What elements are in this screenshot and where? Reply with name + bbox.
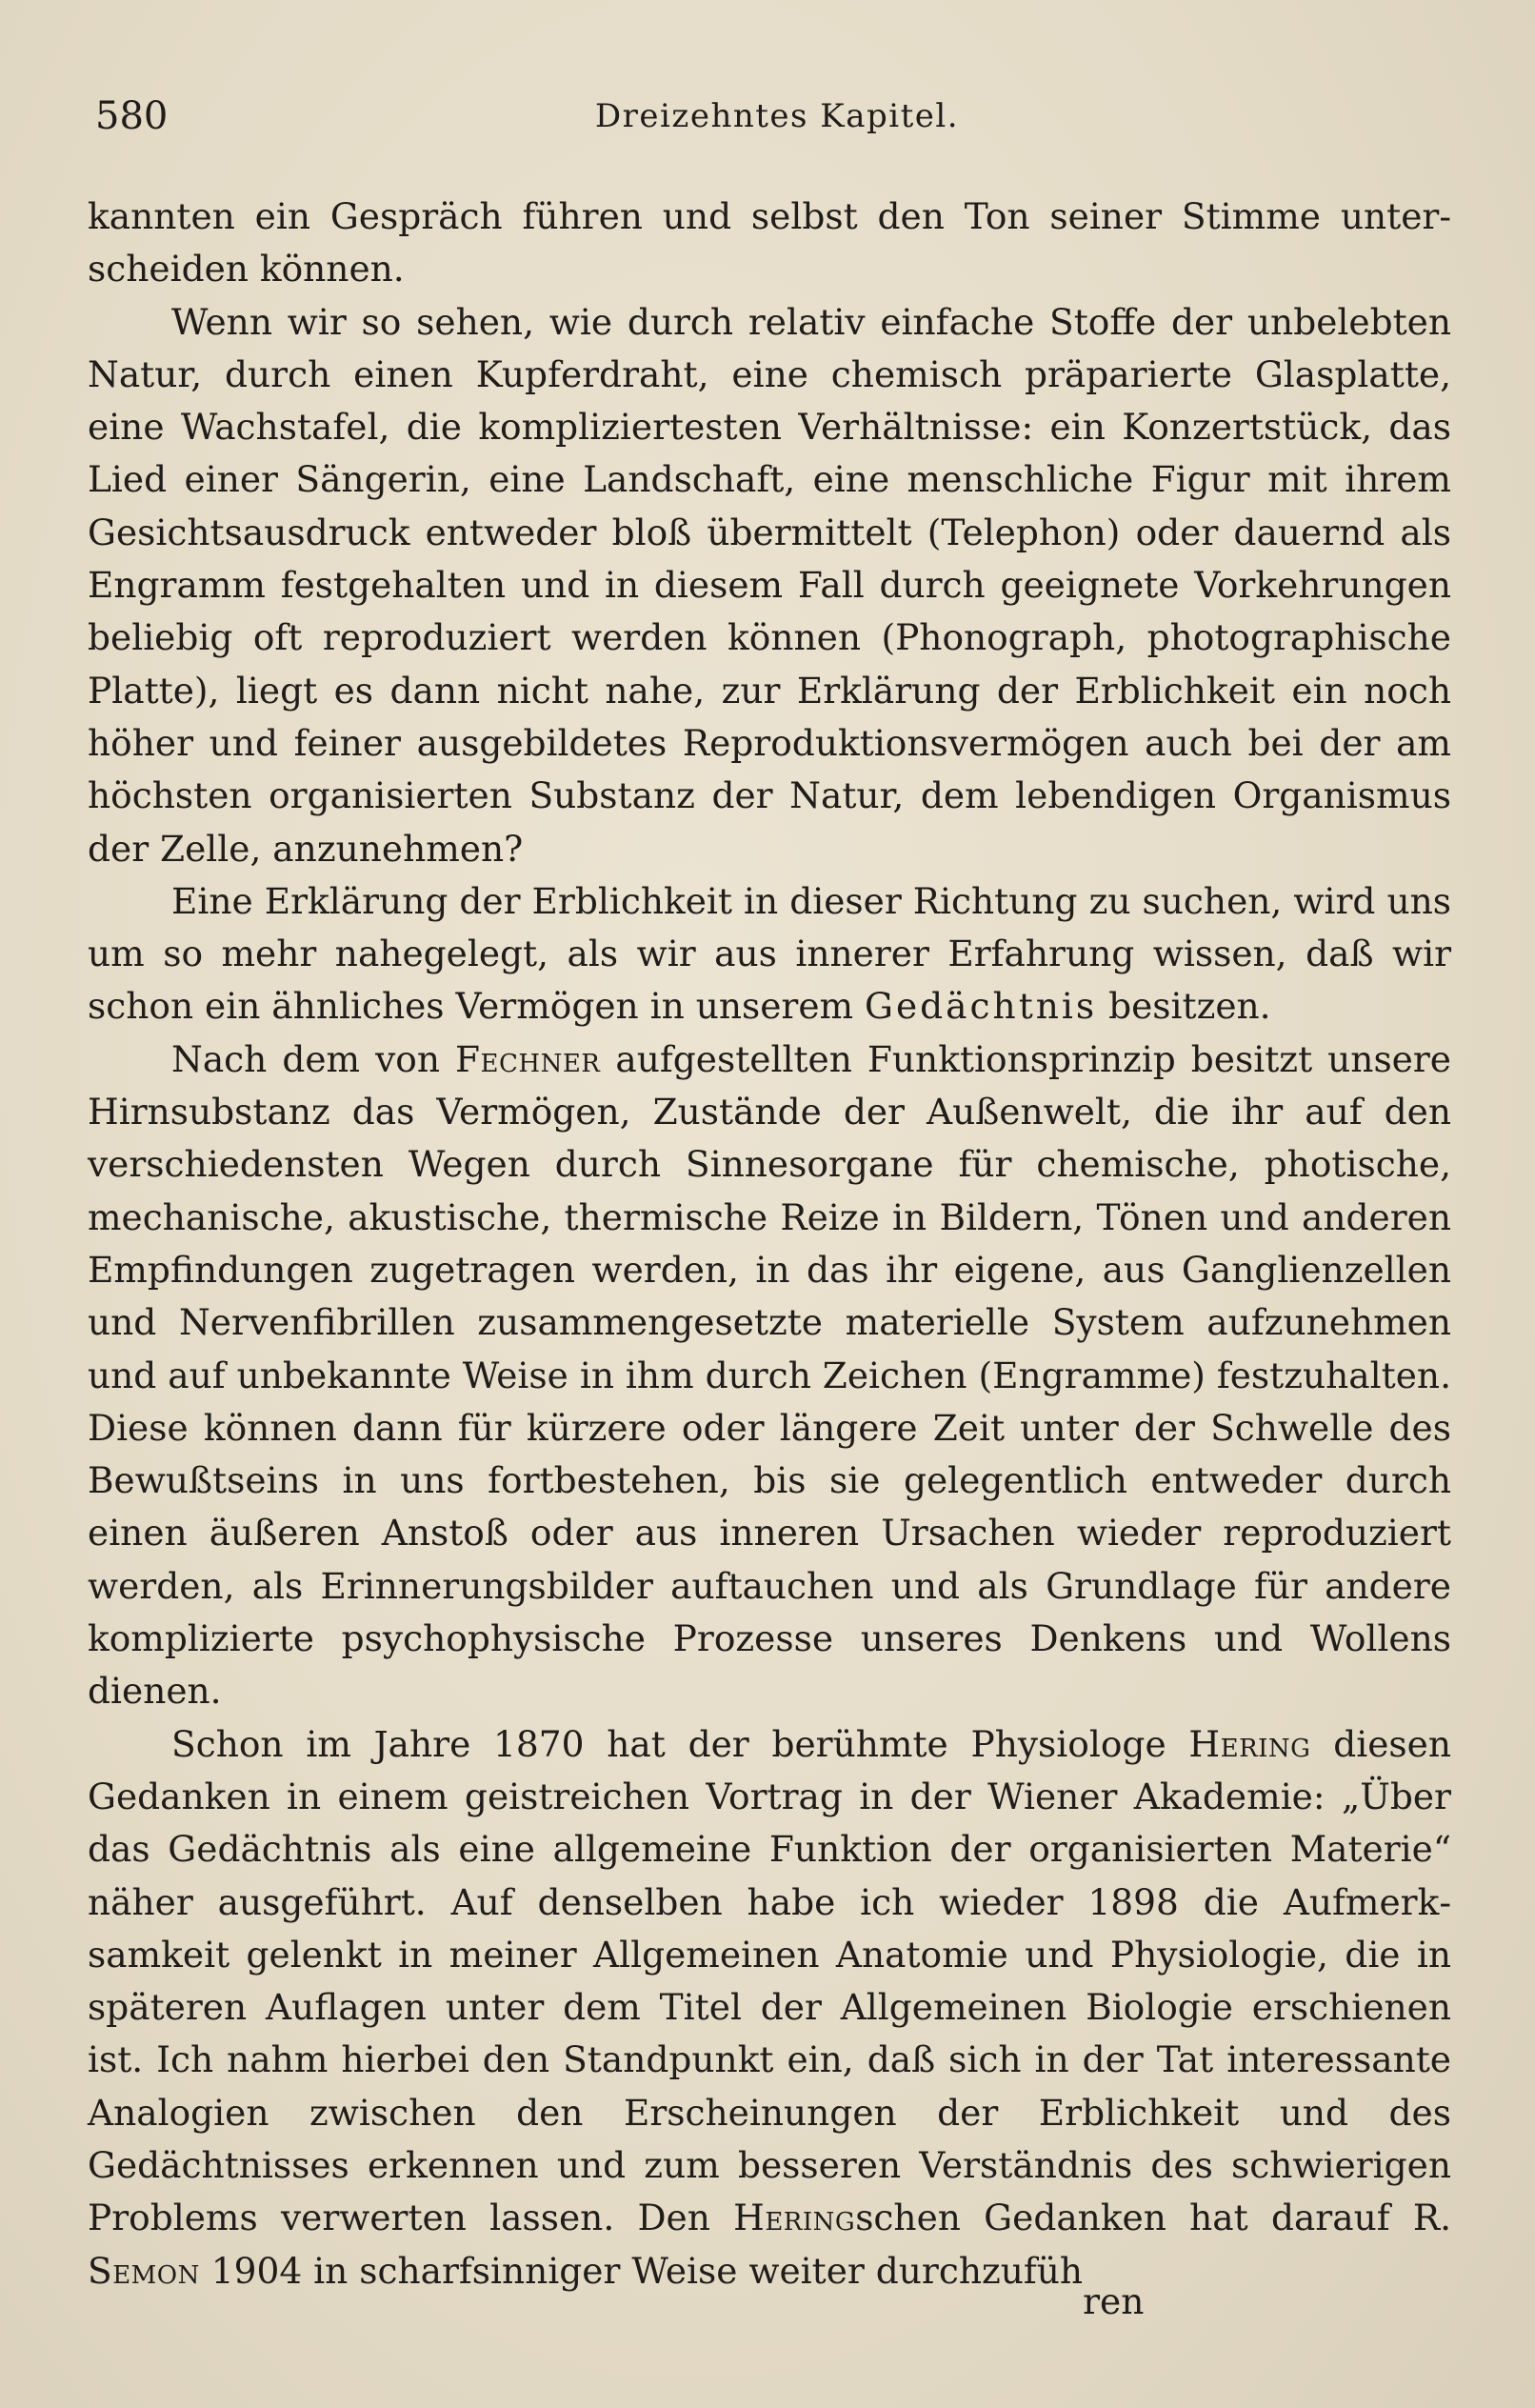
paragraph-4-text-b: aufgestellten Funktionsprinzip besitzt unsere Hirnsubstanz das Vermögen, Zustände der Außenwelt, die ihr auf den verschiedensten Wegen durch Sinnesorgane für chemische, photische, mechanische, akustische, thermische Reize in Bildern, Tönen und anderen Empfindungen zugetragen werden, in das ihr eigene, aus Ganglienzellen und Nervenfibrillen zusammengesetzte materielle System aufzunehmen und auf unbekannte Weise in ihm durch Zeichen (Engramme) festzuhalten. Diese können dann für kürzere oder längere Zeit unter der Schwelle des Bewußtseins in uns fortbestehen, bis sie gelegentlich entweder durch einen äußeren Anstoß oder aus inneren Ursachen wieder reproduziert werden, als Erinnerungsbilder auftauchen und als Grundlage für andere komplizierte psychophysische Prozesse unseres Denkens und Wollens dienen. (88, 1037, 1451, 1713)
paragraph-3-text-a: Eine Erklärung der Erblichkeit in dieser Richtung zu suchen, wird uns um so mehr nahegelegt, als wir aus innerer Erfahrung wissen, daß wir schon ein ähnliches Vermögen in unserem (88, 879, 1451, 1028)
paragraph-5-text-b: diesen Gedanken in einem geistreichen Vortrag in der Wiener Akademie: „Über das Gedächtnis als eine allgemeine Funktion der organisierten Materie“ näher ausgeführt. Auf denselben habe ich wieder 1898 die Aufmerksamkeit gelenkt in meiner Allgemeinen Anatomie und Physiologie, die in späteren Auflagen unter dem Titel der Allgemeinen Biologie erschienen ist. Ich nahm hierbei den Standpunkt ein, daß sich in der Tat interessante Analogien zwischen den Erscheinungen der Erblichkeit und des Gedächtnisses erkennen und zum besseren Verständnis des schwierigen Problems verwerten lassen. Den (88, 1722, 1451, 2239)
page-number: 580 (95, 94, 169, 138)
paragraph-4-text-a: Nach dem von (171, 1037, 456, 1080)
spaced-term-gedaechtnis: Gedächtnis (865, 985, 1098, 1028)
paragraph-5-text-d: 1904 in scharfsinniger Weise weiter durchzufüh (199, 2249, 1084, 2292)
author-name-hering-2: Hering (733, 2197, 856, 2239)
paragraph-5 (88, 1718, 1452, 2322)
paragraph-5-text-a: Schon im Jahre 1870 hat der berühmte Physiologe (171, 1722, 1189, 1765)
paragraph-1: kannten ein Gespräch führen und selbst den Ton seiner Stimme unterscheiden können. (88, 195, 1451, 291)
author-name-hering: Hering (1188, 1722, 1311, 1765)
author-name-fechner: Fechner (455, 1037, 601, 1080)
running-title: Dreizehntes Kapitel. (594, 97, 960, 135)
paragraph-3-text-b: besitzen. (1097, 985, 1271, 1028)
dropped-syllable: ren (1083, 2279, 1145, 2322)
paragraph-2: Wenn wir so sehen, wie durch relativ einfache Stoffe der unbelebten Natur, durch einen Kupferdraht, eine chemisch präparierte Glasplatte, eine Wachstafel, die kompliziertesten Verhältnisse: ein Konzertstück, das Lied einer Sängerin, eine Landschaft, eine menschliche Figur mit ihrem Gesichtsausdruck entweder bloß übermittelt (Telephon) oder dauernd als Engramm festgehalten und in diesem Fall durch geeignete Vorkehrungen beliebig oft reproduziert werden können (Phonograph, photographische Platte), liegt es dann nicht nahe, zur Erklärung der Erblichkeit ein noch höher und feiner ausgebildetes Reproduktionsvermögen auch bei der am höchsten organisierten Substanz der Natur, dem lebendigen Organismus der Zelle, anzunehmen? (88, 300, 1451, 870)
paragraph-4 (88, 1033, 1451, 1718)
page-header (95, 88, 1459, 145)
paragraph-5-text-c: schen Gedanken hat darauf R. (855, 2197, 1452, 2239)
body-text (88, 191, 1452, 2322)
author-name-semon: Semon (88, 2249, 200, 2292)
paragraph-3 (88, 875, 1451, 1033)
